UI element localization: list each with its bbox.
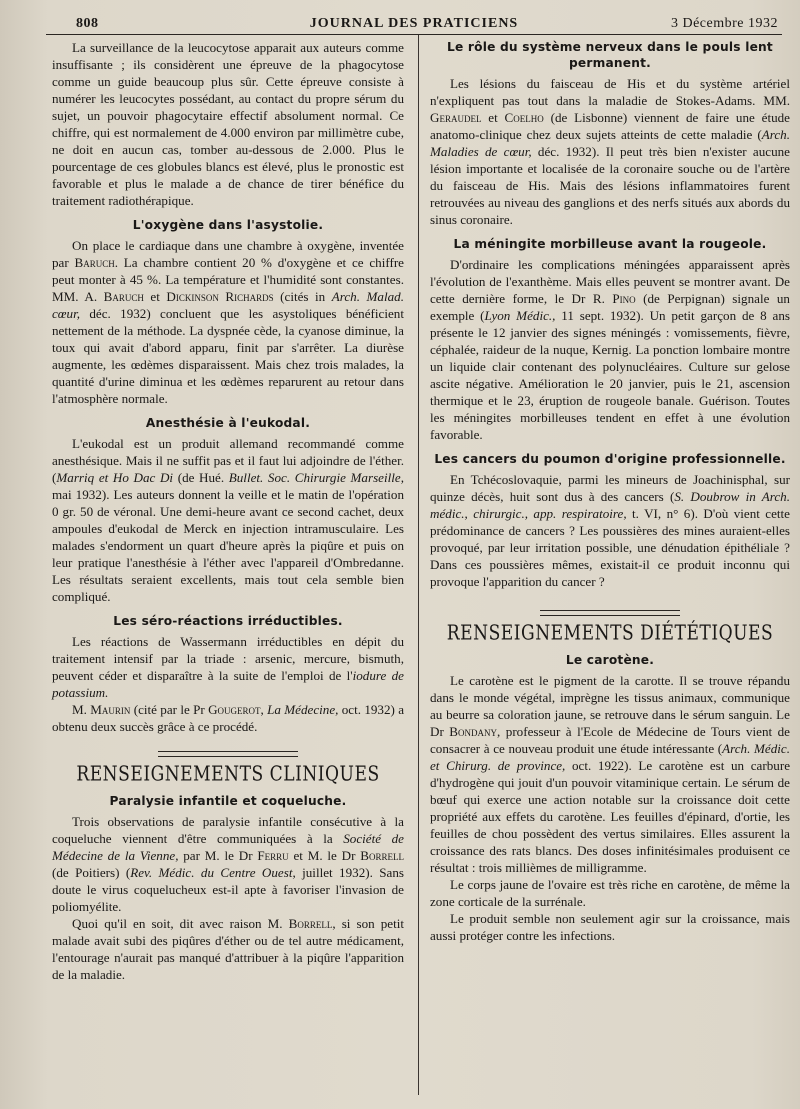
section-title-carotene: Le carotène. [565,653,655,667]
meningite-paragraph: D'ordinaire les complications méningées apparaissent après l'évolution de l'exanthème. Mais elles peuvent se montrer avant. De cette dernière forme, le Dr R. Pino (de Perpignan) signale un exemple (Lyon Médic., 11 sept. 1932). Un petit garçon de 8 ans présente le 12 janvier des signes méningés : vomissements, fièvre, céphalée, raideur de la nuque, Kernig. La ponction lombaire montre un liquide clair contenant des polynucléaires. Culture sur gelose ascite négative. Amélioration le 20 janvier, puis le 21, ascension thermique et le 23, éruption de rougeole banale. Guérison. Toutes les méningites morbilleuses tendent en effet à une évolution favorable. [430,257,790,442]
section-title-eukodal: Anesthésie à l'eukodal. [145,416,311,430]
section-rule-right [540,610,680,616]
section-title-meningite: La méningite morbilleuse avant la rougeole. [453,237,767,251]
eukodal-paragraph: L'eukodal est un produit allemand recommandé comme anesthésique. Mais il ne suffit pas et il faut lui adjoindre de l'éther. (Marriq et Ho Dac Di (de Hué. Bullet. Soc. Chirurgie Marseille, mai 1932). Les auteurs donnent la veille et le matin de l'opération 0 gr. 50 de véronal. Une demi-heure avant ce second cachet, deux ampoules d'eukodal de Merck en injection intramusculaire. Les malades s'endorment un quart d'heure après la piqûre et puis on leur pratique l'anesthésie à l'éther avec l'appareil d'Ombredanne. Les résultats seraient excellents, mais tout cela semble bien compliqué. [52,436,404,604]
columns [46,35,790,1095]
section-title-paralysie: Paralysie infantile et coqueluche. [109,794,347,808]
issue-date: 3 Décembre 1932 [670,16,778,31]
column-divider [418,35,419,1095]
sero-paragraph-1: Les réactions de Wassermann irréductibles en dépit du traitement intensif par la triade : arsenic, mercure, bismuth, peuvent céder et disparaître à la suite de l'emploi de l'iodure de potassium. [52,634,404,700]
sero-paragraph-2: M. Maurin (cité par le Pr Gougerot, La Médecine, oct. 1932) a obtenu deux succès grâce à ce procédé. [52,702,405,734]
section-rule [158,751,298,757]
journal-title: JOURNAL DES PRATICIENS [309,16,519,31]
paralysie-paragraph-1: Trois observations de paralysie infantile consécutive à la coqueluche viennent d'être communiquées à la Société de Médecine de la Vienne, par M. le Dr Ferru et M. le Dr Borrell (de Poitiers) (Rev. Médic. du Centre Ouest, juillet 1932). Sans doute le virus coquelucheux est-il apte à favoriser l'invasion de poliomyélite. [52,814,404,914]
heading-dietetiques: RENSEIGNEMENTS DIÉTÉTIQUES [446,620,774,646]
carotene-paragraph-1: Le carotène est le pigment de la carotte. Il se trouve répandu dans le monde végétal, imprègne les tissus animaux, communique au beurre sa coloration jaune, se retrouve dans le sérum sanguin. Le Dr Bondany, professeur à l'Ecole de Médecine de Tours vient de consacrer à ce nouveau produit une étude intéressante (Arch. Médic. et Chirurg. de province, oct. 1922). Le carotène est un carbure d'hydrogène qui jouit d'un pouvoir vitaminique certain. Le sérum de bœuf qui exerce une action notable sur la croissance doit cette propriété aux effets du carotène. Les feuilles d'épinard, d'ortie, les feuilles de chou possèdent des vertus similaires. Elles assurent la croissance des rats blancs. Des doses infinitésimales produisent ce résultat : trois millièmes de milligramme. [430,673,790,875]
left-column [52,39,404,983]
paralysie-paragraph-2: Quoi qu'il en soit, dit avec raison M. Borrell, si son petit malade avait subi des piqûres d'éther ou de tel autre médicament, l'entourage n'aurait pas manqué d'attribuer à la piqûre l'apparition de la maladie. [52,916,404,982]
section-title-sero: Les séro-réactions irréductibles. [113,614,343,628]
section-title-cancers: Les cancers du poumon d'origine professionnelle. [434,452,786,466]
intro-paragraph: La surveillance de la leucocytose apparait aux auteurs comme insuffisante ; ils considèrent une épreuve de la phagocytose comme un guide beaucoup plus sûr. Cette épreuve consiste à numérer les leucocytes possédant, au contact du propre sérum du sujet, un pouvoir phagocytaire effectif absolument normal. Ce chiffre, qui est normalement de 4.000 environ par millimètre cube, ne doit en aucun cas, tomber au-dessous de 2.000. Plus le pourcentage de ces globules blancs est élevé, plus le pronostic est favorable et plus le malade a de chance de tirer bénéfice du traitement radiothérapique. [52,40,404,208]
nerveux-paragraph: Les lésions du faisceau de His et du système artériel n'expliquent pas tout dans la maladie de Stokes-Adams. MM. Geraudel et Coelho (de Lisbonne) viennent de faire une étude anatomo-clinique chez deux sujets atteints de cette maladie (Arch. Maladies de cœur, déc. 1932). Il peut très bien n'exister aucune lésion importante et localisée de la coronaire souche ou de l'artère du faisceau de His. Mais des lésions inflammatoires furent retrouvées au niveau des ganglions et des nerfs situés aux abords du sinus coronaire. [430,76,790,227]
page-number: 808 [76,16,99,31]
section-title-nerveux: Le rôle du système nerveux dans le pouls lent permanent. [447,40,773,70]
cancers-paragraph: En Tchécoslovaquie, parmi les mineurs de Joachinisphal, sur quinze décès, huit sont dus à des cancers (S. Doubrow in Arch. médic., chirurgic., app. respiratoire, t. VI, n° 6). D'où vient cette prédominance de cancers ? Les poussières des mines auraient-elles provoqué, par leur irritation possible, une dénudation épithéliale ? Dans ces poussières mêmes, existait-il ce produit inconnu qui provoque l'apparition du cancer ? [430,472,790,589]
carotene-paragraph-3: Le produit semble non seulement agir sur la croissance, mais aussi protéger contre les infections. [430,911,790,943]
page-header [46,14,782,35]
carotene-paragraph-2: Le corps jaune de l'ovaire est très riche en carotène, de même la zone corticale de la surrénale. [430,877,790,909]
right-column [430,39,790,944]
oxygene-paragraph: On place le cardiaque dans une chambre à oxygène, inventée par Baruch. La chambre contient 20 % d'oxygène et ce chiffre peut monter à 45 %. La température et l'humidité sont constantes. MM. A. Baruch et Dickinson Richards (cités in Arch. Malad. cœur, déc. 1932) concluent que les asystoliques bénéficient nettement de la méthode. La dyspnée cède, la cyanose diminue, la toux qui avait d'abord apparu, finit par s'arrêter. La diurèse augmente, les œdèmes disparaissent. Mais chez trois malades, la quantité d'urine diminua et les œdèmes reparurent au retour dans l'atmosphère normale. [52,238,404,406]
section-title-oxygene: L'oxygène dans l'asystolie. [132,218,324,232]
heading-cliniques: RENSEIGNEMENTS CLINIQUES [76,761,380,787]
